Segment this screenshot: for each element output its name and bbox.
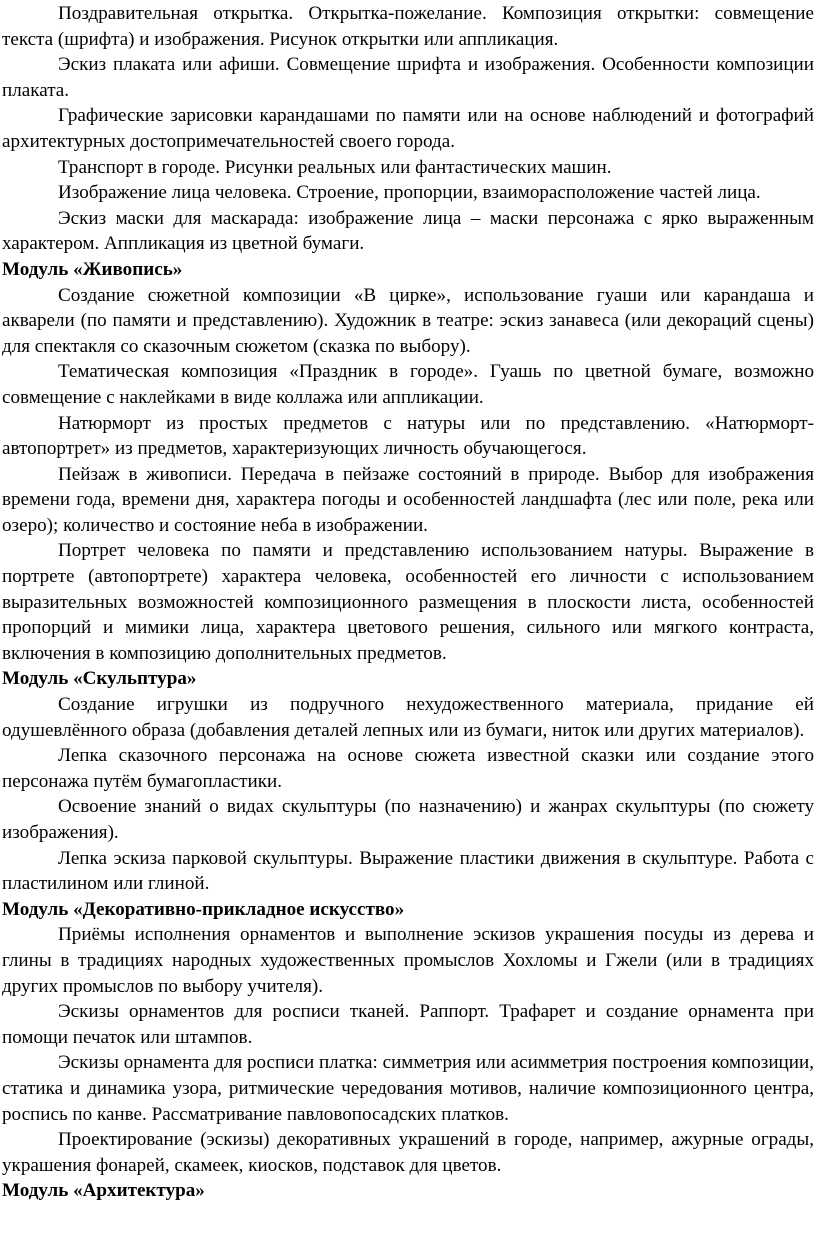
section-heading-architecture: Модуль «Архитектура»: [2, 1180, 205, 1202]
paragraph: Эскиз плаката или афиши. Совмещение шрифта и изображения. Особенности композиции плаката.: [2, 54, 814, 101]
paragraph: Создание игрушки из подручного нехудожественного материала, придание ей одушевлённого образа (добавления деталей лепных или из бумаги, ниток или других материалов).: [2, 694, 814, 741]
paragraph: Эскизы орнаментов для росписи тканей. Раппорт. Трафарет и создание орнамента при помощи печаток или штампов.: [2, 1001, 814, 1048]
paragraph: Приёмы исполнения орнаментов и выполнение эскизов украшения посуды из дерева и глины в традициях народных художественных промыслов Хохломы и Гжели (или в традициях других промыслов по выбору учителя).: [2, 924, 814, 997]
paragraph: Эскиз маски для маскарада: изображение лица – маски персонажа с ярко выраженным характером. Аппликация из цветной бумаги.: [2, 207, 814, 255]
section-heading-sculpture: Модуль «Скульптура»: [2, 668, 197, 690]
paragraph: Тематическая композиция «Праздник в городе». Гуашь по цветной бумаге, возможно совмещение с наклейками в виде коллажа или аппликации.: [2, 361, 814, 408]
paragraph: Освоение знаний о видах скульптуры (по назначению) и жанрах скульптуры (по сюжету изображения).: [2, 796, 814, 843]
paragraph: Пейзаж в живописи. Передача в пейзаже состояний в природе. Выбор для изображения времени года, времени дня, характера погоды и особенностей ландшафта (лес или поле, река или озеро); количество и состояние неба в изображении.: [2, 463, 814, 536]
paragraph: Создание сюжетной композиции «В цирке», использование гуаши или карандаша и акварели (по памяти и представлению). Художник в театре: эскиз занавеса (или декораций сцены) для спектакля со сказочным сюжетом (сказка по выбору).: [2, 284, 814, 357]
paragraph: Графические зарисовки карандашами по памяти или на основе наблюдений и фотографий архитектурных достопримечательностей своего города.: [2, 105, 814, 152]
paragraph: Портрет человека по памяти и представлению использованием натуры. Выражение в портрете (автопортрете) характера человека, особенностей его личности с использованием выразительных возможностей композиционного размещения в плоскости листа, особенностей пропорций и мимики лица, характера цветового решения, сильного или мягкого контраста, включения в композицию дополнительных предметов.: [2, 540, 814, 664]
paragraph: Изображение лица человека. Строение, пропорции, взаиморасположение частей лица.: [58, 182, 761, 204]
section-heading-decorative-arts: Модуль «Декоративно-прикладное искусство»: [2, 898, 405, 920]
paragraph: Транспорт в городе. Рисунки реальных или фантастических машин.: [58, 156, 612, 178]
paragraph: Проектирование (эскизы) декоративных украшений в городе, например, ажурные ограды, украшения фонарей, скамеек, киосков, подставок для цветов.: [2, 1129, 814, 1176]
paragraph: Лепка сказочного персонажа на основе сюжета известной сказки или создание этого персонажа путём бумагопластики.: [2, 745, 814, 792]
paragraph: Натюрморт из простых предметов с натуры или по представлению. «Натюрморт-автопортрет» из предметов, характеризующих личность обучающегося.: [2, 412, 814, 460]
section-heading-painting: Модуль «Живопись»: [2, 258, 183, 280]
paragraph: Поздравительная открытка. Открытка-пожелание. Композиция открытки: совмещение текста (шрифта) и изображения. Рисунок открытки или аппликация.: [2, 3, 814, 50]
paragraph: Эскизы орнамента для росписи платка: симметрия или асимметрия построения композиции, статика и динамика узора, ритмические чередования мотивов, наличие композиционного центра, роспись по канве. Рассматривание павловопосадских платков.: [2, 1052, 814, 1125]
paragraph: Лепка эскиза парковой скульптуры. Выражение пластики движения в скульптуре. Работа с пластилином или глиной.: [2, 847, 814, 895]
